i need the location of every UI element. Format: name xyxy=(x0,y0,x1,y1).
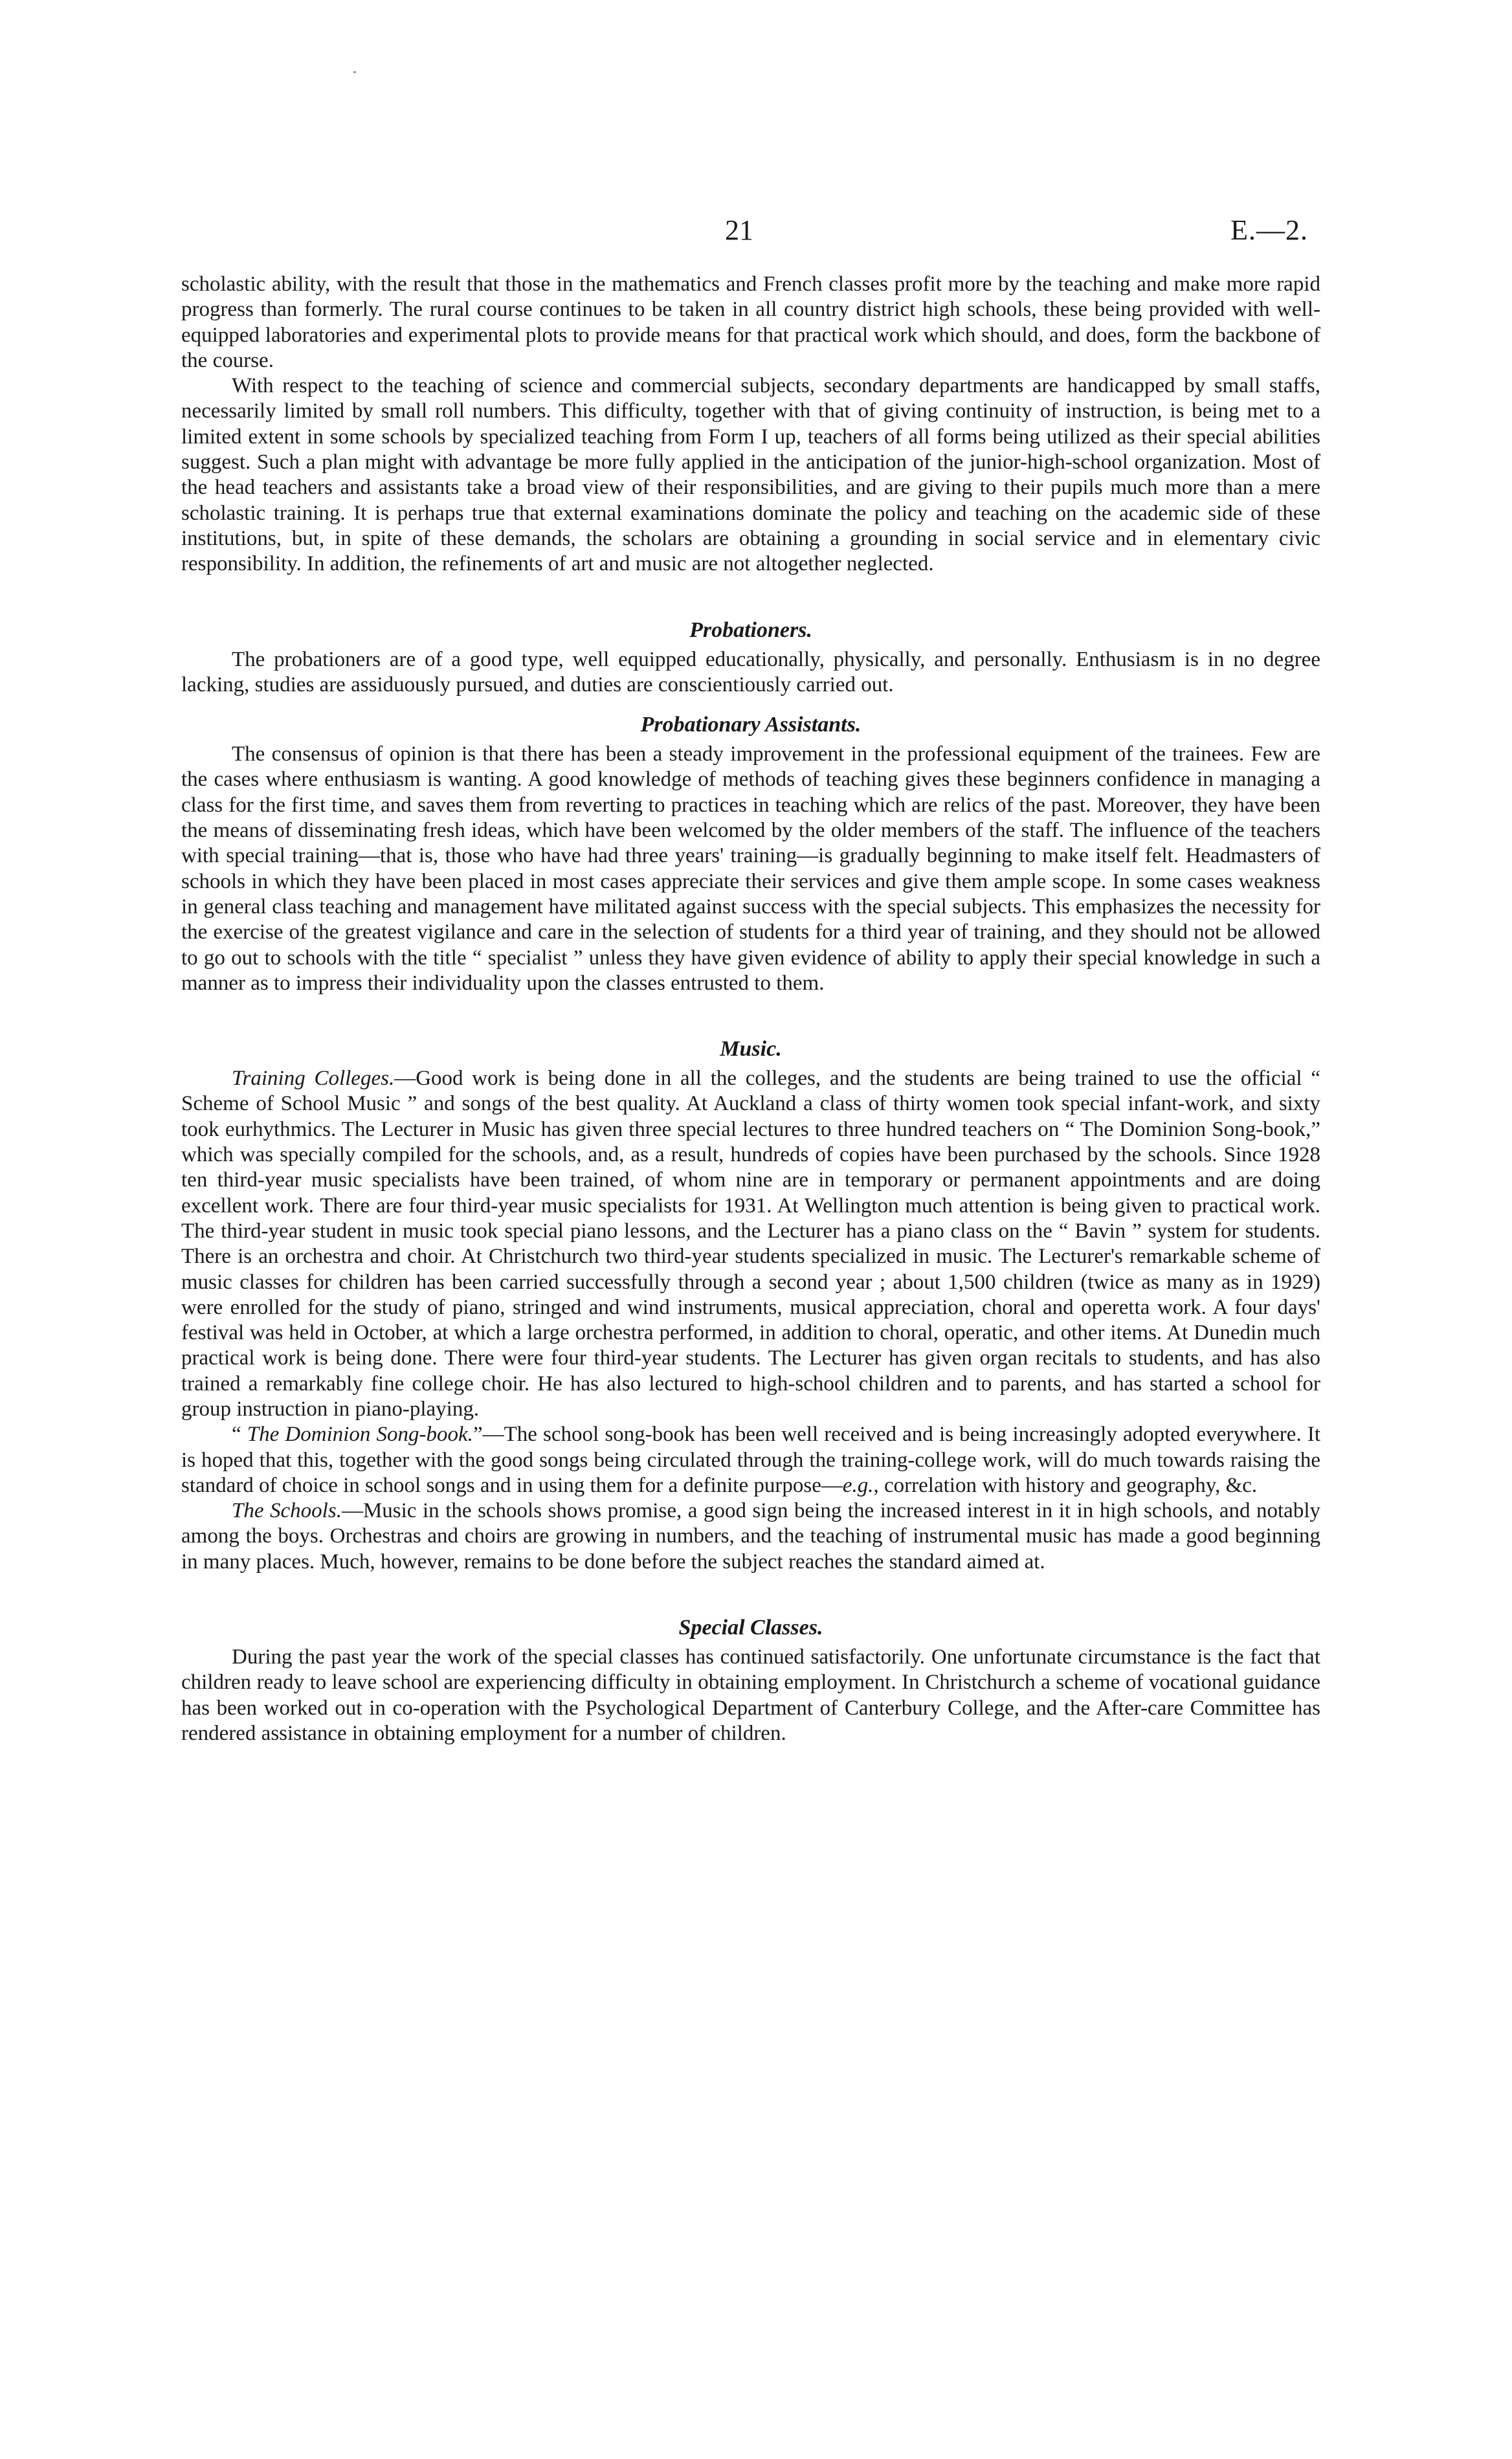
document-reference: E.—2. xyxy=(1230,214,1308,246)
songbook-text-a: ”—The school song-book has been well received and is being increasingly adopted everywhere. It is hoped that this, together with the good songs being circulated through the training-college work, will do much towards raising the standard of choice in school songs and in using them for a definite purpose— xyxy=(181,1423,1320,1497)
paragraph-probationers: The probationers are of a good type, well equipped educationally, physically, and personally. Enthusiasm is in no degree lacking, studies are assiduously pursued, and duties are conscientiously carried out. xyxy=(181,647,1320,696)
heading-probationary-assistants: Probationary Assistants. xyxy=(640,713,862,737)
schools-text: —Music in the schools shows promise, a good sign being the increased interest in it in high schools, and notably among the boys. Orchestras and choirs are growing in numbers, and the teaching of instrumental music has made a good beginning in many places. Much, however, remains to be done before the subject reaches the standard aimed at. xyxy=(181,1499,1320,1574)
paragraph-training-colleges xyxy=(181,1066,1320,1422)
songbook-open-quote: “ xyxy=(232,1423,247,1447)
runin-the-schools: The Schools. xyxy=(232,1499,342,1523)
songbook-text-b: , correlation with history and geography, &c. xyxy=(873,1473,1258,1497)
paragraph-the-schools xyxy=(181,1498,1320,1575)
heading-music: Music. xyxy=(720,1037,782,1062)
runin-dominion-song-book: The Dominion Song-book. xyxy=(247,1423,473,1447)
page-header xyxy=(0,214,1512,252)
paragraph-probationary-assistants: The consensus of opinion is that there has been a steady improvement in the professional equipment of the trainees. Few are the cases where enthusiasm is wanting. A good knowledge of methods of teaching gives these beginners confidence in managing a class for the first time, and saves them from reverting to practices in teaching which are relics of the past. Moreover, they have been the means of disseminating fresh ideas, which have been welcomed by the older members of the staff. The influence of the teachers with special training—that is, those who have had three years' training—is gradually beginning to make itself felt. Headmasters of schools in which they have been placed in most cases appreciate their services and give them ample scope. In some cases weakness in general class teaching and management have militated against success with the special subjects. This emphasizes the necessity for the exercise of the greatest vigilance and care in the selection of students for a third year of training, and they should not be allowed to go out to schools with the title “ specialist ” unless they have given evidence of ability to apply their special knowledge in such a manner as to impress their individuality upon the classes entrusted to them. xyxy=(181,742,1320,995)
document-body xyxy=(181,272,1320,1746)
scan-speck xyxy=(353,71,356,73)
heading-probationers: Probationers. xyxy=(689,618,812,642)
page-number: 21 xyxy=(725,214,753,246)
paragraph-continuation: scholastic ability, with the result that those in the mathematics and French classes profit more by the teaching and make more rapid progress than formerly. The rural course continues to be taken in all country district high schools, these being provided with well-equipped laboratories and experimental plots to provide means for that practical work which should, and does, form the backbone of the course. xyxy=(181,273,1320,372)
songbook-eg: e.g. xyxy=(842,1473,874,1497)
paragraph-dominion-song-book xyxy=(181,1422,1320,1498)
training-colleges-text: —Good work is being done in all the colleges, and the students are being trained to use the official “ Scheme of School Music ” and songs of the best quality. At Auckland a class of thirty women took special infant-work, and sixty took eurhythmics. The Lecturer in Music has given three special lectures to three hundred teachers on “ The Dominion Song-book,” which was specially compiled for the schools, and, as a result, hundreds of copies have been purchased by the schools. Since 1928 ten third-year music specialists have been trained, of whom nine are in temporary or permanent appointments and are doing excellent work. There are four third-year music specialists for 1931. At Wellington much attention is being given to practical work. The third-year student in music took special piano lessons, and the Lecturer has a piano class on the “ Bavin ” system for students. There is an orchestra and choir. At Christchurch two third-year students specialized in music. The Lecturer's remarkable scheme of music classes for children has been carried successfully through a second year ; about 1,500 children (twice as many as in 1929) were enrolled for the study of piano, stringed and wind instruments, musical appreciation, choral and operetta work. A four days' festival was held in October, at which a large orchestra performed, in addition to choral, operatic, and other items. At Dunedin much practical work is being done. There were four third-year students. The Lecturer has given organ recitals to students, and has also trained a remarkably fine college choir. He has also lectured to high-school children and to parents, and has started a school for group instruction in piano-playing. xyxy=(181,1067,1320,1421)
paragraph-special-classes: During the past year the work of the special classes has continued satisfactorily. One unfortunate circumstance is the fact that children ready to leave school are experiencing difficulty in obtaining employment. In Christchurch a scheme of vocational guidance has been worked out in co-operation with the Psychological Department of Canterbury College, and the After-care Committee has rendered assistance in obtaining employment for a number of children. xyxy=(181,1645,1320,1745)
paragraph-science-commercial: With respect to the teaching of science and commercial subjects, secondary departments are handicapped by small staffs, necessarily limited by small roll numbers. This difficulty, together with that of giving continuity of instruction, is being met to a limited extent in some schools by specialized teaching from Form I up, teachers of all forms being utilized as their special abilities suggest. Such a plan might with advantage be more fully applied in the anticipation of the junior-high-school organization. Most of the head teachers and assistants take a broad view of their responsibilities, and are giving to their pupils much more than a mere scholastic training. It is perhaps true that external examinations dominate the policy and teaching on the academic side of these institutions, but, in spite of these demands, the scholars are obtaining a grounding in social service and in elementary civic responsibility. In addition, the refinements of art and music are not altogether neglected. xyxy=(181,374,1320,576)
heading-special-classes: Special Classes. xyxy=(678,1616,823,1640)
runin-training-colleges: Training Colleges. xyxy=(232,1067,395,1091)
